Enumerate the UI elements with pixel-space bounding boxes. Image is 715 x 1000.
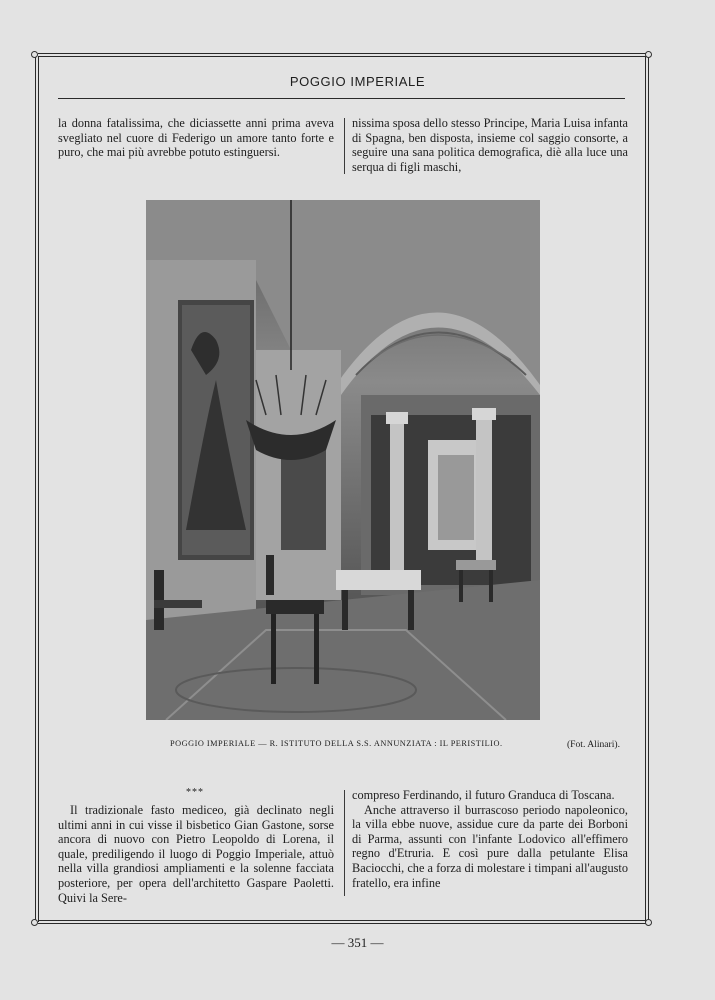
photo-credit: (Fot. Alinari). [566, 739, 620, 750]
frame-right-rule [645, 56, 646, 922]
frame-corner-ornament [31, 919, 38, 926]
page-number: — 351 — [331, 935, 384, 950]
top-right-column [352, 116, 628, 174]
frame-left-rule-inner [38, 56, 39, 922]
frame-top-rule-inner [38, 56, 646, 57]
column-divider [344, 118, 345, 174]
figure-caption [170, 739, 620, 750]
column-divider [344, 790, 345, 896]
frame-right-rule-inner [648, 56, 649, 922]
bottom-left-column [58, 803, 334, 905]
frame-corner-ornament [31, 51, 38, 58]
frame-corner-ornament [645, 51, 652, 58]
frame-top-rule [38, 53, 646, 54]
frame-corner-ornament [645, 919, 652, 926]
running-head: POGGIO IMPERIALE [289, 74, 426, 89]
section-mark: *** [186, 787, 204, 798]
frame-bottom-rule [38, 920, 646, 921]
paragraph: compreso Ferdinando, il futuro Granduca di Toscana. [352, 788, 615, 802]
top-left-column [58, 116, 334, 160]
frame-left-rule [35, 56, 36, 922]
paragraph: nissima sposa dello stesso Principe, Maria Luisa infanta di Spagna, ben disposta, insieme col saggio consorte, a seguire una sana politica demografica, diè alla luce una serqua di figli maschi, [352, 116, 628, 174]
peristyle-photograph [146, 200, 540, 720]
header-rule [58, 98, 625, 99]
paragraph: la donna fatalissima, che diciassette anni prima aveva svegliato nel cuore di Federigo un amore tanto forte e puro, che mai più avrebbe potuto estinguersi. [58, 116, 334, 160]
paragraph: Il tradizionale fasto mediceo, già declinato negli ultimi anni in cui visse il bisbetico Gian Gastone, sorse ancora di nuovo con Pietro Leopoldo di Lorena, il quale, prediligendo il luogo di Poggio Imperiale, attuò nella villa grandiosi ampliamenti e la solenne facciata posteriore, per opera dell'architetto Gaspare Paoletti. Quivi la Sere- [58, 803, 334, 905]
paragraph: Anche attraverso il burrascoso periodo napoleonico, la villa ebbe nuove, assidue cure da parte dei Borboni di Parma, assunti con l'infante Lodovico all'effimero regno d'Etruria. E così pure dalla petulante Elisa Baciocchi, che a forza di molestare i timpani all'augusto fratello, era infine [352, 802, 628, 890]
bottom-right-column [352, 788, 628, 890]
frame-bottom-rule-inner [38, 923, 646, 924]
caption-text: POGGIO IMPERIALE — R. ISTITUTO DELLA S.S. ANNUNZIATA : IL PERISTILIO. [170, 739, 503, 748]
